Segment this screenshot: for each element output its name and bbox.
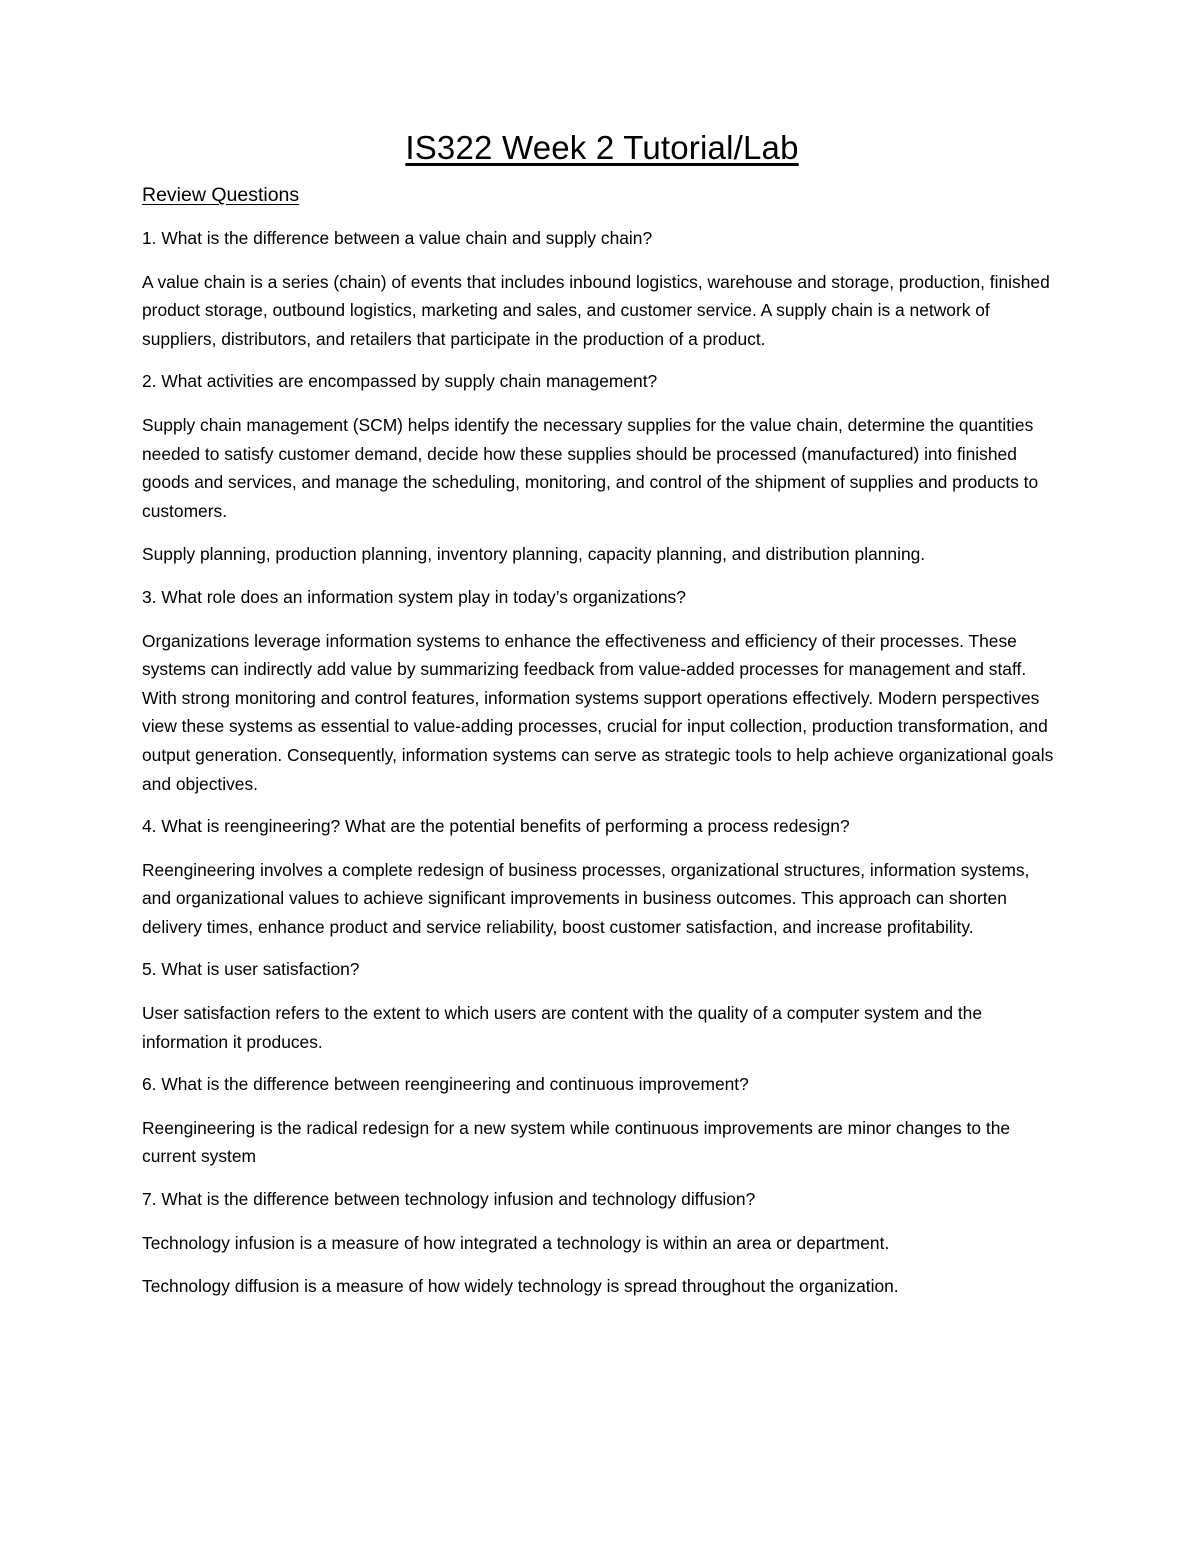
section-heading-review-questions: Review Questions	[142, 184, 300, 206]
document-content	[142, 126, 1062, 1301]
answer-7: Technology infusion is a measure of how integrated a technology is within an area or department.	[142, 1232, 890, 1253]
answer-6: Reengineering is the radical redesign for a new system while continuous improvements are minor changes to the current system	[142, 1117, 1011, 1167]
question-6: 6. What is the difference between reengineering and continuous improvement?	[142, 1074, 749, 1095]
question-5: 5. What is user satisfaction?	[142, 959, 360, 980]
question-7: 7. What is the difference between technology infusion and technology diffusion?	[142, 1189, 756, 1210]
answer-7-extra: Technology diffusion is a measure of how widely technology is spread throughout the organization.	[142, 1276, 899, 1297]
answer-1: A value chain is a series (chain) of events that includes inbound logistics, warehouse and storage, production, finished product storage, outbound logistics, marketing and sales, and customer service. A supply chain is a network of suppliers, distributors, and retailers that participate in the production of a product.	[142, 271, 1050, 349]
question-3: 3. What role does an information system play in today’s organizations?	[142, 586, 686, 607]
question-1: 1. What is the difference between a value chain and supply chain?	[142, 228, 653, 248]
answer-2: Supply chain management (SCM) helps identify the necessary supplies for the value chain, determine the quantities needed to satisfy customer demand, decide how these supplies should be processed (manufactured) into finished goods and services, and manage the scheduling, monitoring, and control of the shipment of supplies and products to customers.	[142, 414, 1039, 521]
question-4: 4. What is reengineering? What are the potential benefits of performing a process redesign?	[142, 816, 850, 837]
answer-4: Reengineering involves a complete redesign of business processes, organizational structures, information systems, and organizational values to achieve significant improvements in business outcomes. This approach can shorten delivery times, enhance product and service reliability, boost customer satisfaction, and increase profitability.	[142, 859, 1030, 937]
document-title: IS322 Week 2 Tutorial/Lab	[405, 129, 799, 166]
question-2: 2. What activities are encompassed by supply chain management?	[142, 371, 658, 392]
answer-3: Organizations leverage information systems to enhance the effectiveness and efficiency of their processes. These systems can indirectly add value by summarizing feedback from value-added processes for management and staff. With strong monitoring and control features, information systems support operations effectively. Modern perspectives view these systems as essential to value-adding processes, crucial for input collection, production transformation, and output generation. Consequently, information systems can serve as strategic tools to help achieve organizational goals and objectives.	[142, 630, 1054, 794]
answer-2-extra: Supply planning, production planning, inventory planning, capacity planning, and distribution planning.	[142, 544, 926, 565]
answer-5: User satisfaction refers to the extent to which users are content with the quality of a computer system and the information it produces.	[142, 1003, 982, 1052]
